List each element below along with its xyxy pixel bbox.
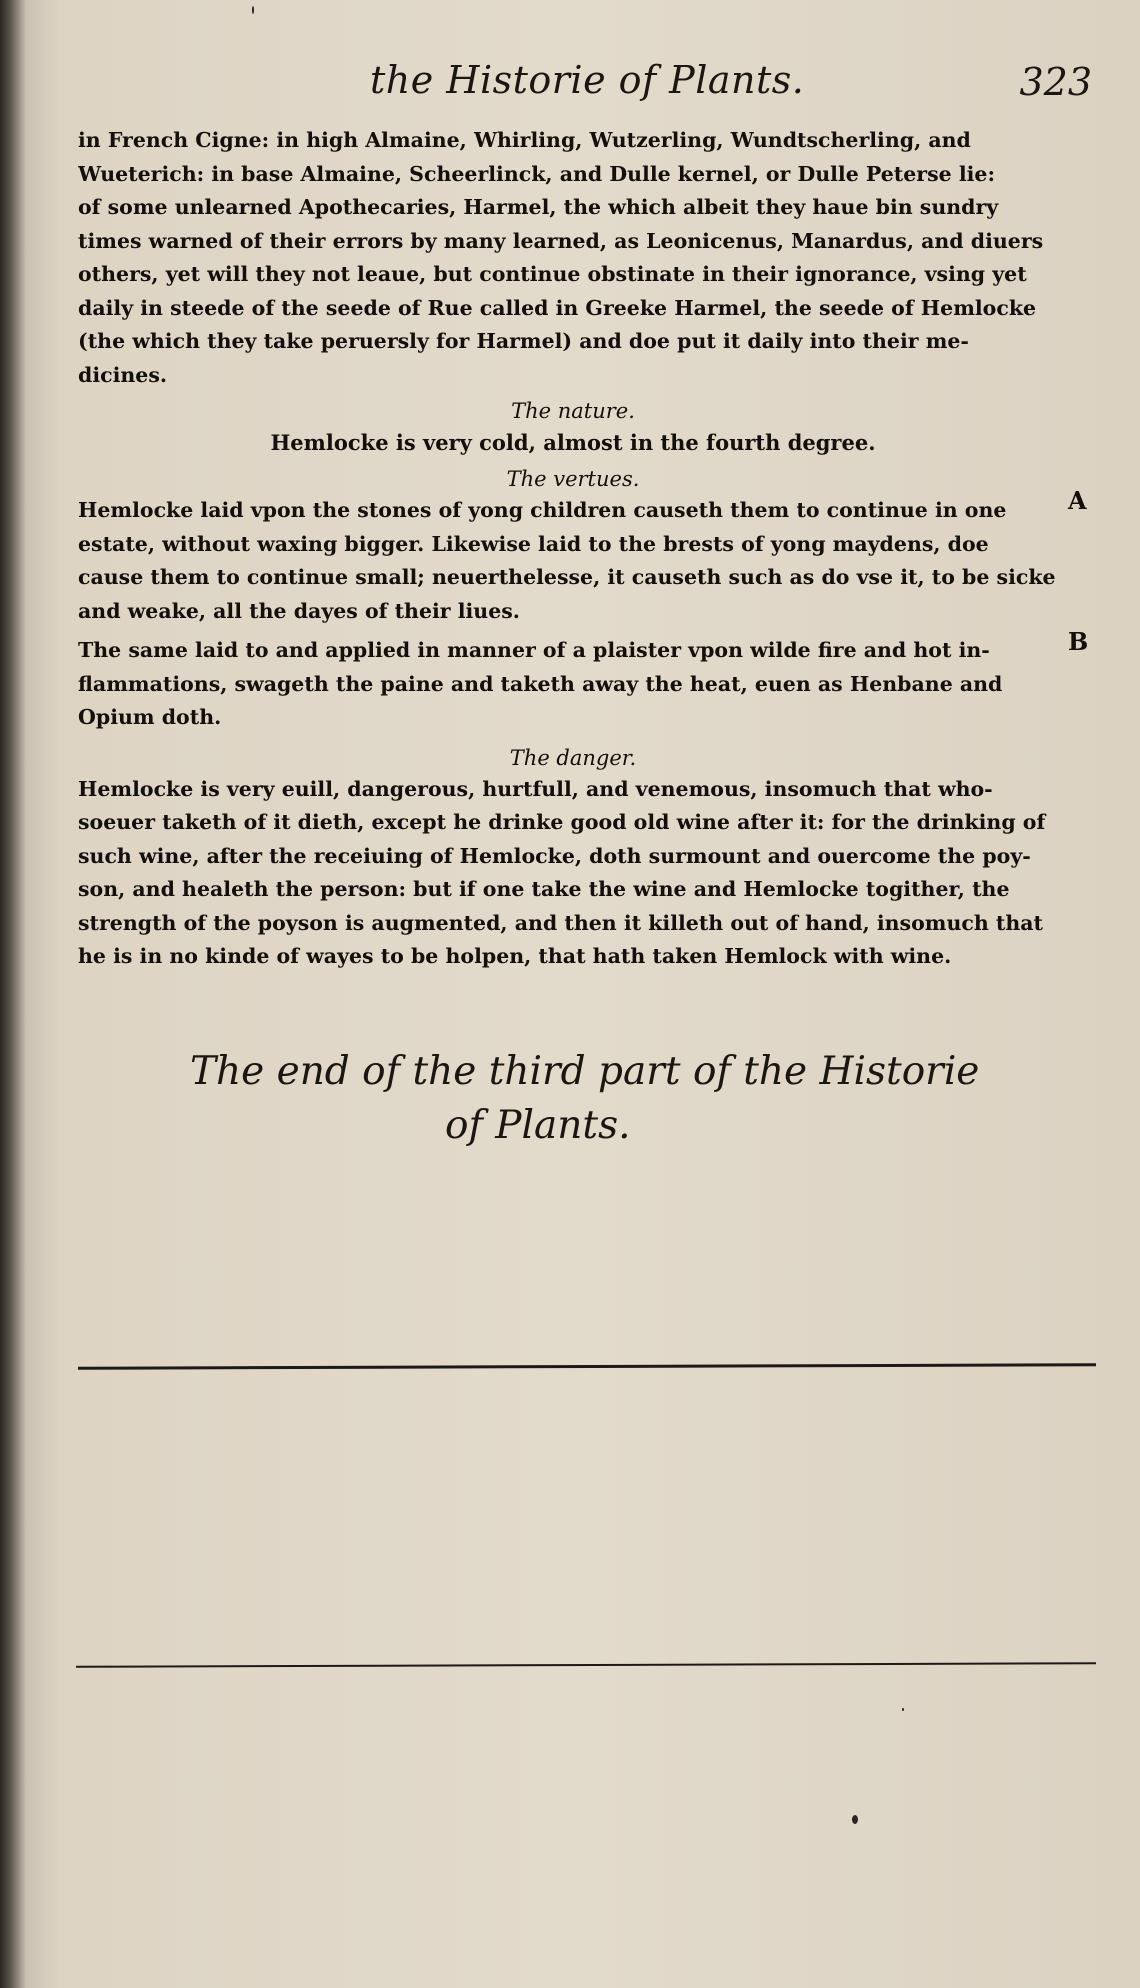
text-line: soeuer taketh of it dieth, except he drinke good old wine after it: for the drinking of (78, 810, 1046, 834)
vertues-paragraph-1 (78, 494, 1068, 628)
section-heading-vertues: The vertues. (506, 467, 640, 491)
text-line: such wine, after the receiuing of Hemlocke, doth surmount and ouercome the poy- (78, 843, 1031, 868)
page-header (330, 58, 1110, 118)
names-paragraph (78, 124, 1068, 392)
ending-line-1: The end of the third part of the Historie (190, 1049, 980, 1094)
text-line: (the which they take peruersly for Harmel) and doe put it daily into their me- (78, 329, 969, 353)
book-page (40, 0, 1140, 1988)
ink-speck (902, 1708, 904, 1711)
text-line: estate, without waxing bigger. Likewise laid to the brests of yong maydens, doe (78, 531, 989, 556)
text-line: son, and healeth the person: but if one take the wine and Hemlocke togither, the (78, 877, 1010, 901)
text-line: Hemlocke is very euill, dangerous, hurtfull, and venemous, insomuch that who- (78, 776, 993, 801)
section-heading-danger: The danger. (509, 745, 637, 770)
nature-text: Hemlocke is very cold, almost in the fourth degree. (270, 430, 876, 455)
margin-letter-b: B (1068, 627, 1089, 656)
text-line: others, yet will they not leaue, but continue obstinate in their ignorance, vsing yet (78, 262, 1027, 286)
margin-letter-a: A (1068, 486, 1087, 515)
part-ending (190, 1045, 990, 1153)
section-heading-nature: The nature. (511, 399, 635, 423)
text-line: he is in no kinde of wayes to be holpen, that hath taken Hemlock with wine. (78, 944, 952, 968)
text-line: Hemlocke laid vpon the stones of yong children causeth them to continue in one (78, 498, 1007, 522)
text-line: Opium doth. (78, 705, 222, 729)
ink-speck (252, 6, 254, 14)
text-line: and weake, all the dayes of their liues. (78, 598, 520, 623)
text-line: of some unlearned Apothecaries, Harmel, the which albeit they haue bin sundry (78, 195, 999, 219)
text-line: Wueterich: in base Almaine, Scheerlinck, and Dulle kernel, or Dulle Peterse lie: (78, 161, 996, 186)
text-line: dicines. (78, 362, 168, 387)
text-line: The same laid to and applied in manner of a plaister vpon wilde fire and hot in- (78, 638, 990, 662)
text-line: flammations, swageth the paine and taketh away the heat, euen as Henbane and (78, 671, 1003, 696)
text-line: daily in steede of the seede of Rue called in Greeke Harmel, the seede of Hemlocke (78, 295, 1037, 320)
horizontal-rule-bottom (76, 1662, 1096, 1668)
text-line: in French Cigne: in high Almaine, Whirling, Wutzerling, Wundtscherling, and (78, 128, 971, 152)
danger-paragraph (78, 773, 1068, 974)
show-through-texture (150, 1120, 1050, 1640)
body-text (78, 124, 1068, 974)
text-line: cause them to continue small; neuerthelesse, it causeth such as do vse it, to be sicke (78, 565, 1056, 589)
text-line: times warned of their errors by many learned, as Leonicenus, Manardus, and diuers (78, 228, 1044, 253)
text-line: strength of the poyson is augmented, and then it killeth out of hand, insomuch that (78, 910, 1044, 935)
ink-speck (852, 1815, 858, 1824)
page-number: 323 (1019, 60, 1092, 104)
running-title: the Historie of Plants. (370, 58, 805, 102)
vertues-paragraph-2 (78, 634, 1068, 735)
ending-line-2: of Plants. (445, 1103, 631, 1148)
